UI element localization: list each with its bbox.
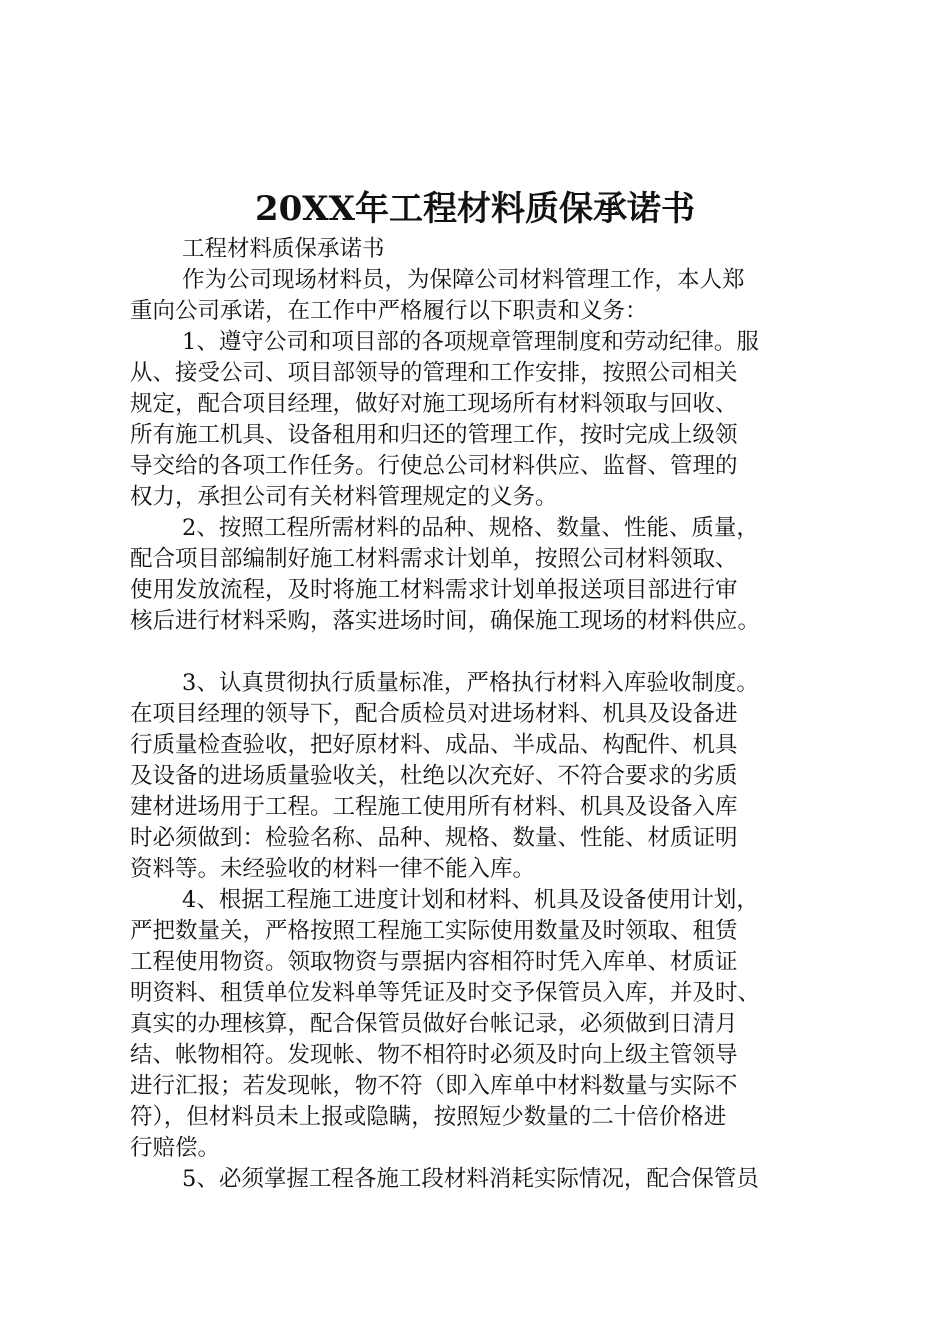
text-line: 所有施工机具、设备租用和归还的管理工作，按时完成上级领 [130,422,738,448]
text-line: 5、必须掌握工程各施工段材料消耗实际情况，配合保管员 [182,1166,759,1192]
blank-line [130,637,850,668]
text-line: 导交给的各项工作任务。行使总公司材料供应、监督、管理的 [130,453,738,479]
text-line: 时必须做到：检验名称、品种、规格、数量、性能、材质证明 [130,825,738,851]
text-line: 使用发放流程，及时将施工材料需求计划单报送项目部进行审 [130,577,738,603]
text-line: 2、按照工程所需材料的品种、规格、数量、性能、质量， [182,515,759,541]
text-line: 及设备的进场质量验收关，杜绝以次充好、不符合要求的劣质 [130,763,738,789]
text-line: 1、遵守公司和项目部的各项规章管理制度和劳动纪律。服 [182,329,759,355]
text-line: 资料等。未经验收的材料一律不能入库。 [130,856,536,882]
document-title: 20XX年工程材料质保承诺书 [254,189,696,229]
text-line: 权力，承担公司有关材料管理规定的义务。 [130,484,558,510]
text-line: 明资料、租赁单位发料单等凭证及时交予保管员入库，并及时、 [130,980,761,1006]
text-line: 严把数量关，严格按照工程施工实际使用数量及时领取、租赁 [130,918,738,944]
text-line: 符），但材料员未上报或隐瞒，按照短少数量的二十倍价格进 [130,1104,727,1130]
text-line: 真实的办理核算，配合保管员做好台帐记录，必须做到日清月 [130,1011,738,1037]
text-line: 4、根据工程施工进度计划和材料、机具及设备使用计划， [182,887,759,913]
text-line: 在项目经理的领导下，配合质检员对进场材料、机具及设备进 [130,701,738,727]
text-line: 工程材料质保承诺书 [182,236,385,262]
text-line: 3、认真贯彻执行质量标准，严格执行材料入库验收制度。 [182,670,759,696]
text-line: 核后进行材料采购，落实进场时间，确保施工现场的材料供应。 [130,608,761,634]
text-line: 作为公司现场材料员，为保障公司材料管理工作，本人郑 [182,267,745,293]
text-line: 结、帐物相符。发现帐、物不相符时必须及时向上级主管领导 [130,1042,738,1068]
text-line: 行质量检查验收，把好原材料、成品、半成品、构配件、机具 [130,732,738,758]
text-line: 规定，配合项目经理，做好对施工现场所有材料领取与回收、 [130,391,738,417]
text-line: 从、接受公司、项目部领导的管理和工作安排，按照公司相关 [130,360,738,386]
text-line: 工程使用物资。领取物资与票据内容相符时凭入库单、材质证 [130,949,738,975]
text-line: 重向公司承诺，在工作中严格履行以下职责和义务： [130,298,648,324]
text-line: 行赔偿。 [130,1135,221,1161]
text-line: 配合项目部编制好施工材料需求计划单，按照公司材料领取、 [130,546,738,572]
text-line: 建材进场用于工程。工程施工使用所有材料、机具及设备入库 [130,794,738,820]
document-body [130,234,850,1195]
text-line: 进行汇报；若发现帐，物不符（即入库单中材料数量与实际不 [130,1073,738,1099]
